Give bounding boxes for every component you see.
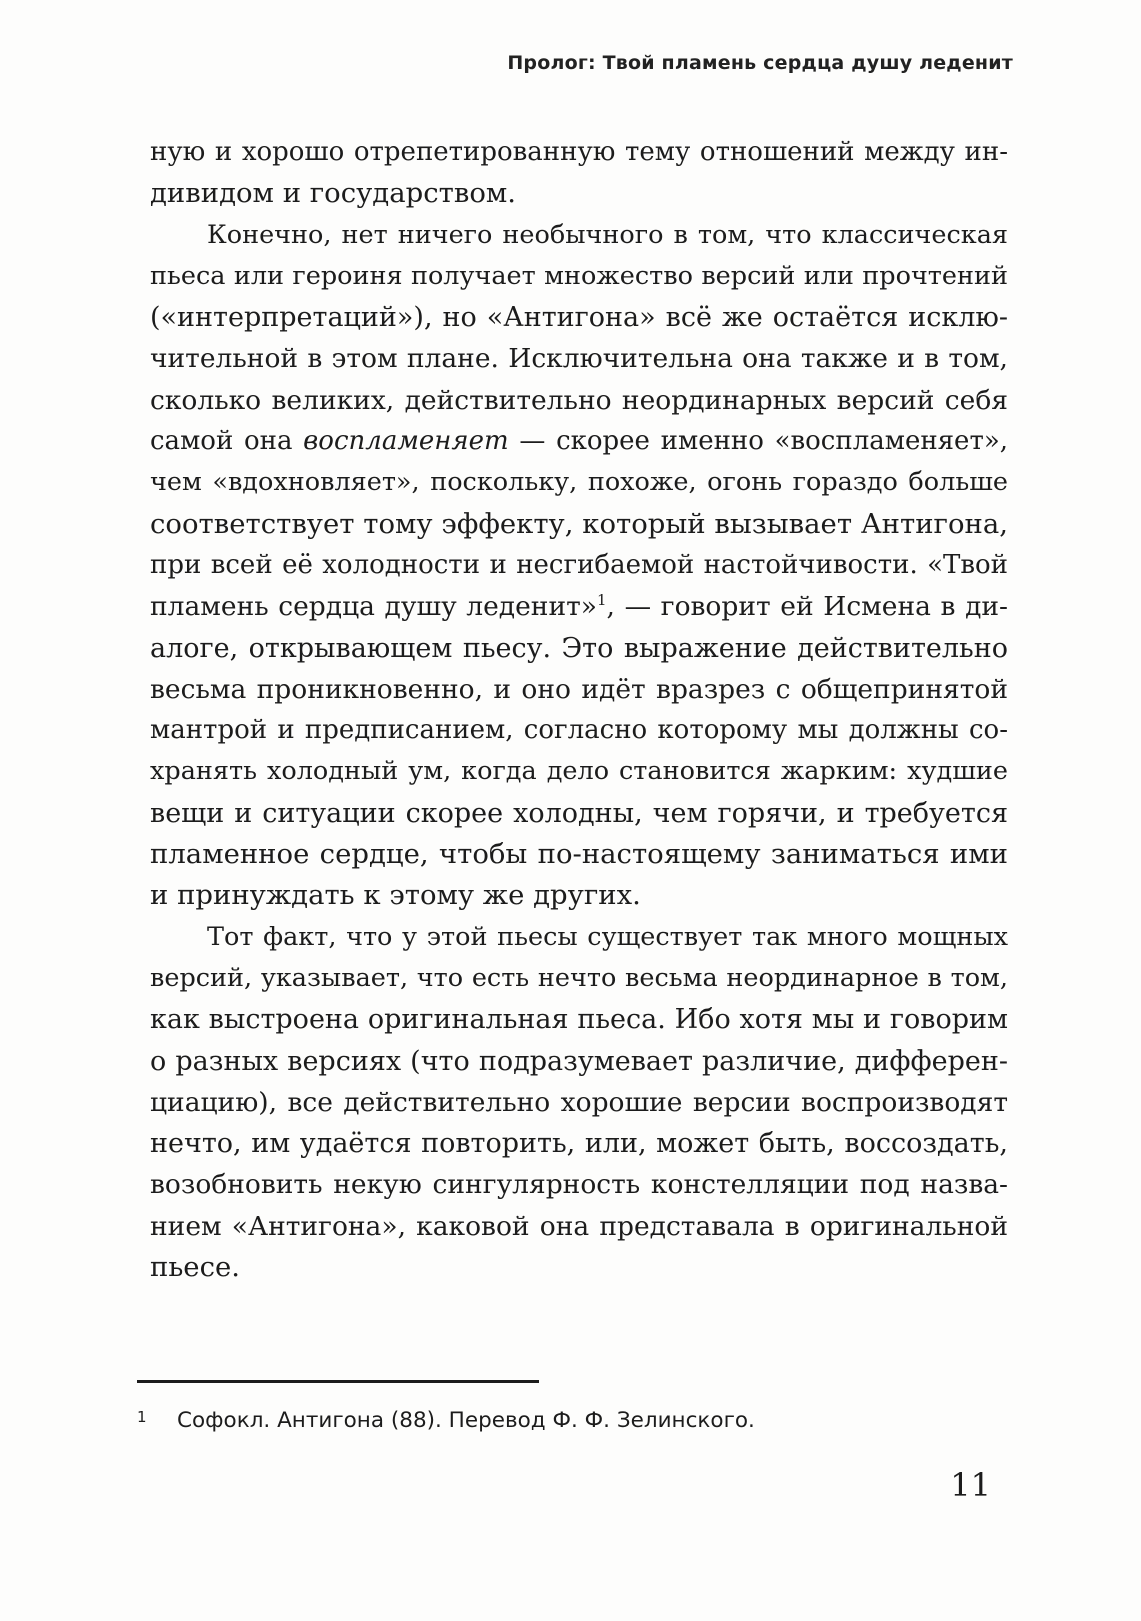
text-line: пьесе. [150, 1251, 240, 1284]
text-line: как выстроена оригинальная пьеса. Ибо хотя мы и говорим [150, 1004, 1008, 1036]
text-line: циацию), все действительно хорошие версии воспроизводят [150, 1086, 1008, 1118]
text-line: чительной в этом плане. Исключительна она также и в том, [150, 343, 1008, 375]
text-line: алоге, открывающем пьесу. Это выражение действительно [150, 632, 1008, 664]
text-line: сколько великих, действительно неординарных версий себя [150, 384, 1008, 416]
text-line: мантрой и предписанием, согласно которому мы должны со- [150, 715, 1008, 746]
text-line: соответствует тому эффекту, который вызывает Антигона, [150, 507, 1008, 540]
text-line: о разных версиях (что подразумевает различие, дифферен- [150, 1045, 1008, 1077]
text-line: Тот факт, что у этой пьесы существует так много мощных [207, 921, 1008, 952]
text-line: при всей её холодности и несгибаемой настойчивости. «Твой [150, 549, 1008, 580]
text-line: и принуждать к этому же других. [150, 879, 641, 912]
text-line: ную и хорошо отрепетированную тему отношений между ин- [150, 137, 1008, 167]
text-line: версий, указывает, что есть нечто весьма неординарное в том, [150, 962, 1008, 993]
text-segment: самой она [150, 426, 304, 457]
text-segment: , — говорит ей Исмена в ди- [606, 591, 1008, 623]
footnote-mark: 1 [137, 1408, 147, 1426]
text-line: нием «Антигона», каковой она представала в оригинальной [150, 1210, 1008, 1242]
text-line: чем «вдохновляет», поскольку, похоже, огонь гораздо больше [150, 467, 1008, 498]
page-number: 11 [950, 1466, 991, 1504]
text-line: пламенное сердце, чтобы по-настоящему заниматься ими [150, 838, 1008, 871]
text-line-with-emphasis [150, 421, 1008, 462]
text-segment: — скорее именно «воспламеняет», [508, 426, 1008, 457]
text-line: хранять холодный ум, когда дело становится жарким: худшие [150, 756, 1008, 787]
running-head: Пролог: Твой пламень сердца душу леденит [507, 52, 1013, 74]
text-line: возобновить некую сингулярность констелляции под назва- [150, 1169, 1008, 1201]
footnote-text: Софокл. Антигона (88). Перевод Ф. Ф. Зелинского. [177, 1408, 755, 1433]
text-line: нечто, им удаётся повторить, или, может быть, воссоздать, [150, 1128, 1008, 1160]
footnote-divider [137, 1380, 539, 1383]
text-line: («интерпретаций»), но «Антигона» всё же остаётся исклю- [150, 302, 1008, 334]
text-segment: пламень сердца душу леденит» [150, 591, 597, 623]
text-line-with-footnote-ref [150, 586, 1008, 627]
emphasis-word: воспламеняет [303, 426, 509, 457]
body-text [150, 132, 1008, 1288]
text-line: дивидом и государством. [150, 177, 517, 210]
text-line: вещи и ситуации скорее холодны, чем горячи, и требуется [150, 797, 1008, 829]
text-line: Конечно, нет ничего необычного в том, что классическая [207, 219, 1008, 250]
footnote-reference[interactable]: 1 [597, 591, 607, 610]
footnote [137, 1408, 755, 1433]
text-line: весьма проникновенно, и оно идёт вразрез с общепринятой [150, 673, 1008, 705]
text-line: пьеса или героиня получает множество версий или прочтений [150, 260, 1008, 291]
